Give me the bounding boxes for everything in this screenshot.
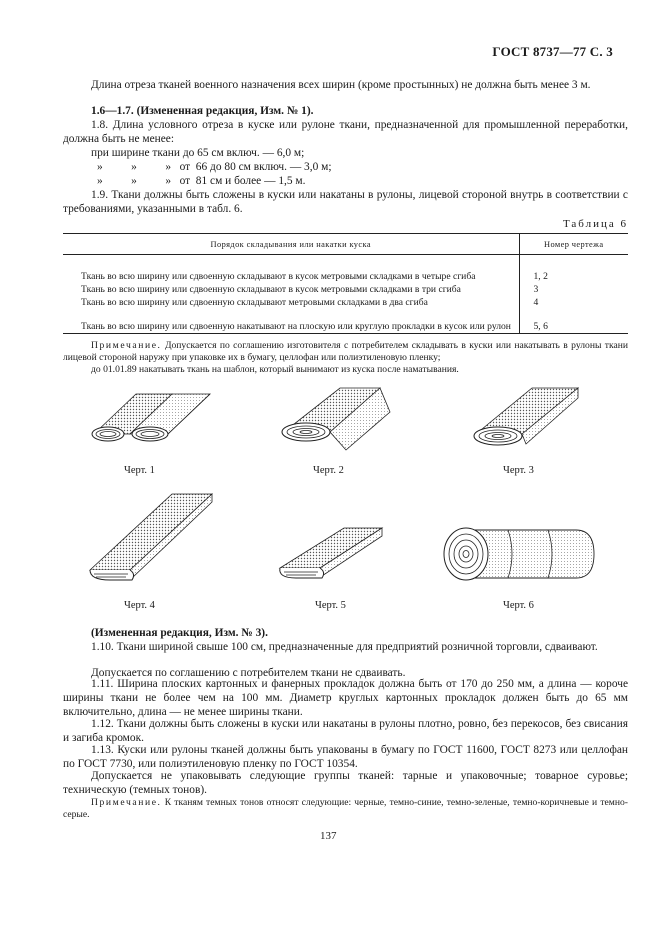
paragraph-1-10: 1.10. Ткани шириной свыше 100 см, предназначенные для предприятий розничной торговли, сдваивают. (91, 641, 598, 653)
table-row-text: Ткань во всю ширину или сдвоенную складывают метровыми складками в два сгиба (63, 296, 519, 309)
figure-4-caption: Черт. 4 (124, 600, 155, 611)
figure-2-caption: Черт. 2 (313, 465, 344, 476)
note-dark-tones (63, 797, 628, 821)
figure-3-drawing (462, 382, 586, 456)
page-header: ГОСТ 8737—77 С. 3 (492, 44, 613, 59)
note-folding (63, 340, 628, 364)
table-caption: Таблица 6 (562, 218, 628, 230)
figure-6-caption: Черт. 6 (503, 600, 534, 611)
table-row-number: 5, 6 (519, 309, 628, 334)
figure-4-drawing (80, 490, 220, 590)
paragraph-1-9: 1.9. Ткани должны быть сложены в куски или накатаны в рулоны, лицевой стороной внутрь в соответствии с требованиями, указанными в табл. 6. (63, 189, 628, 215)
figure-2-drawing (266, 380, 396, 454)
paragraph-military-length: Длина отреза тканей военного назначения всех ширин (кроме простынных) не должна быть менее 3 м. (91, 79, 591, 91)
paragraph-1-11: 1.11. Ширина плоских картонных и фанерных прокладок должна быть от 170 до 250 мм, а длина — короче ширины ткани не более чем на 100 мм. Диаметр круглых картонных прокладок должен быть до 65 мм включительно, длина — не менее ширины ткани. (63, 678, 628, 718)
paragraph-1-13: 1.13. Куски или рулоны тканей должны быть упакованы в бумагу по ГОСТ 11600, ГОСТ 8273 или целлофан по ГОСТ 7730, или полиэтиленовую пленку по ГОСТ 10354. (63, 744, 628, 770)
paragraph-no-packing: Допускается не упаковывать следующие группы тканей: тарные и упаковочные; товарное суровье; техническую (темных тонов). (63, 770, 628, 796)
table-header-number: Номер чертежа (519, 234, 628, 255)
paragraph-no-doubling: Допускается по соглашению с потребителем ткани не сдваивать. (91, 667, 406, 679)
list-item-width-81: » » » от 81 см и более — 1,5 м. (97, 175, 306, 187)
table-row-number: 3 (533, 283, 539, 295)
figure-1-drawing (78, 390, 218, 454)
paragraph-amendment-3: (Измененная редакция, Изм. № 3). (91, 627, 268, 639)
table-6 (63, 233, 628, 334)
note-text: Допускается по соглашению изготовителя с потребителем складывать в куски или накатывать в рулоны ткани лицевой стороной наружу при упаковке их в бумагу, целлофан или полиэтиленовую пленку; (63, 340, 628, 363)
note-label: Примечание. (91, 797, 162, 808)
table-row-text: Ткань во всю ширину или сдвоенную складывают в кусок метровыми складками в три сгиба (63, 283, 519, 296)
list-item-width-65: при ширине ткани до 65 см включ. — 6,0 м; (91, 147, 305, 159)
figure-6-drawing (440, 524, 600, 590)
paragraph-1-8: 1.8. Длина условного отреза в куске или рулоне ткани, предназначенной для промышленной переработки, должна быть не менее: (63, 119, 628, 145)
note-label: Примечание. (91, 340, 162, 351)
table-row-text: Ткань во всю ширину или сдвоенную накатывают на плоскую или круглую прокладки в кусок или рулон (63, 309, 519, 334)
paragraph-1-12: 1.12. Ткани должны быть сложены в куски или накатаны в рулоны плотно, ровно, без перекосов, без свисания и загиба кромок. (63, 718, 628, 744)
table-row-text: Ткань во всю ширину или сдвоенную складывают в кусок метровыми складками в четыре сгиба (63, 255, 519, 283)
table-row-number: 1, 2 (533, 270, 548, 282)
note-text: К тканям темных тонов относят следующие: черные, темно-синие, темно-зеленые, темно-коричневые и темно-серые. (63, 797, 628, 820)
figure-5-caption: Черт. 5 (315, 600, 346, 611)
page-number: 137 (320, 830, 337, 842)
note-template: до 01.01.89 накатывать ткань на шаблон, который вынимают из куска после наматывания. (91, 364, 459, 375)
list-item-width-66-80: » » » от 66 до 80 см включ. — 3,0 м; (97, 161, 332, 173)
figure-3-caption: Черт. 3 (503, 465, 534, 476)
figure-1-caption: Черт. 1 (124, 465, 155, 476)
table-header-order: Порядок складывания или накатки куска (63, 234, 519, 255)
table-row-number: 4 (533, 296, 539, 308)
figure-5-drawing (270, 524, 390, 586)
paragraph-1-6-1-7: 1.6—1.7. (Измененная редакция, Изм. № 1). (91, 105, 314, 117)
